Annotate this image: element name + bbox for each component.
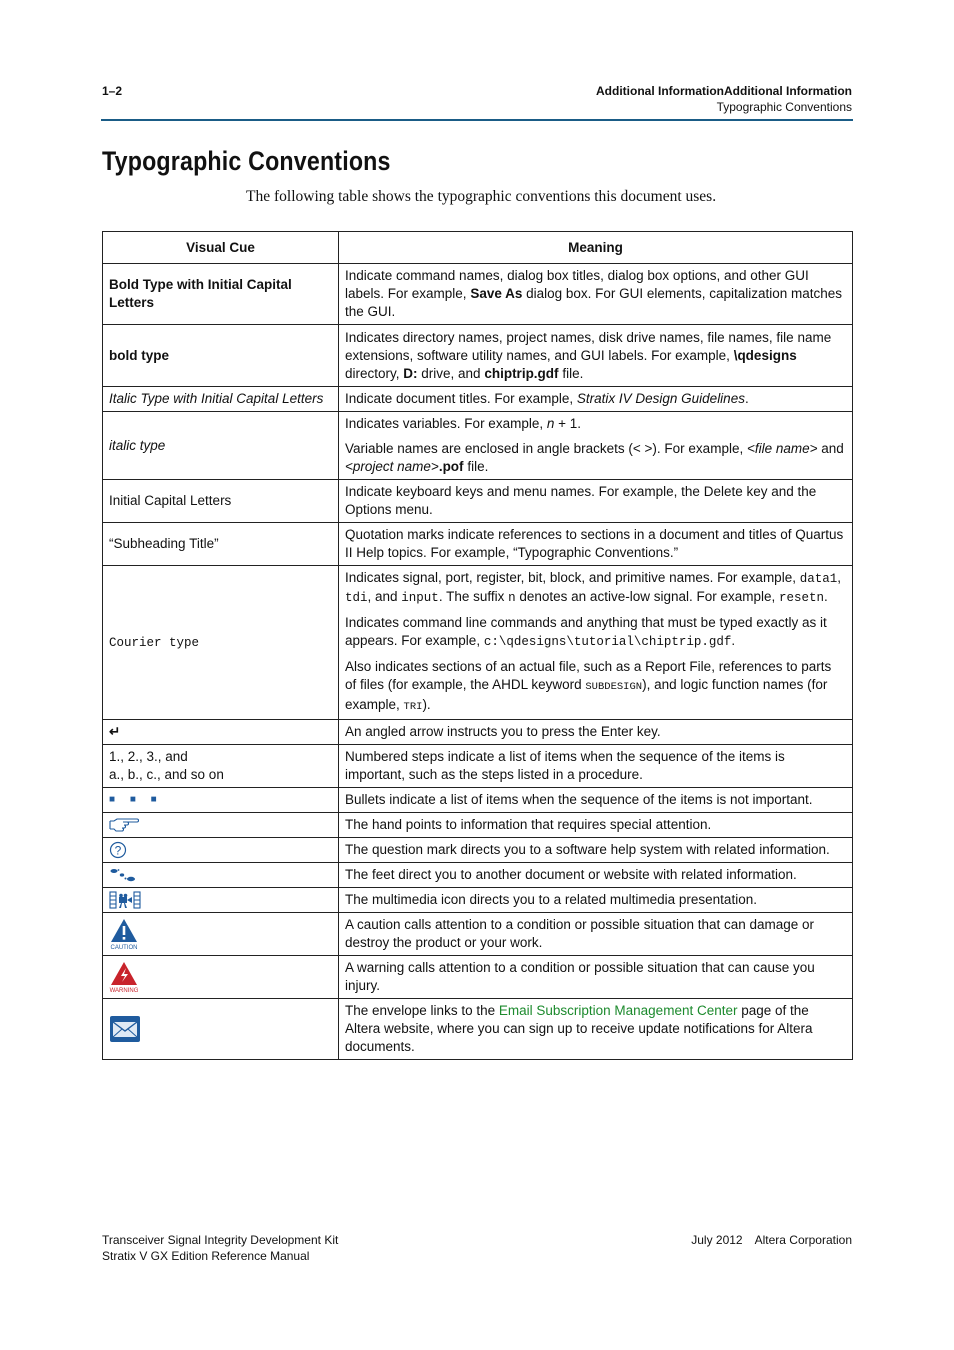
page-title: Typographic Conventions xyxy=(102,146,391,176)
column-header-visual-cue: Visual Cue xyxy=(103,232,339,264)
column-header-meaning: Meaning xyxy=(339,232,853,264)
table-row xyxy=(103,788,853,813)
footer-date: July 2012 xyxy=(691,1233,743,1247)
svg-text:WARNING: WARNING xyxy=(109,988,139,993)
cue-cell: Bold Type with Initial Capital Letters xyxy=(103,264,339,325)
caution-icon xyxy=(103,913,339,956)
meaning-cell: Indicates directory names, project names, disk drive names, file names, file name extensions, software utility names, and GUI labels. For example, \qdesigns directory, D: drive, and chiptrip.gdf file. xyxy=(339,325,853,387)
warning-icon xyxy=(103,956,339,999)
intro-paragraph: The following table shows the typographic conventions this document uses. xyxy=(246,188,717,205)
table-row xyxy=(103,387,853,412)
meaning-cell: Quotation marks indicate references to sections in a document and titles of Quartus II Help topics. For example, “Typographic Conventions.” xyxy=(339,523,853,566)
table-row xyxy=(103,720,853,745)
meaning-cell: Numbered steps indicate a list of items when the sequence of the items is important, such as the steps listed in a procedure. xyxy=(339,745,853,788)
meaning-cell: The multimedia icon directs you to a related multimedia presentation. xyxy=(339,888,853,913)
cue-cell: Courier type xyxy=(103,566,339,720)
email-subscription-link[interactable]: Email Subscription Management Center xyxy=(498,1003,738,1018)
table-row xyxy=(103,999,853,1060)
meaning-cell: Indicate keyboard keys and menu names. For example, the Delete key and the Options menu. xyxy=(339,480,853,523)
table-row xyxy=(103,863,853,888)
meaning-cell: A caution calls attention to a condition or possible situation that can damage or destroy the product or your work. xyxy=(339,913,853,956)
table-row xyxy=(103,745,853,788)
cue-cell: bold type xyxy=(103,325,339,387)
meaning-cell: Indicate document titles. For example, Stratix IV Design Guidelines. xyxy=(339,387,853,412)
table-row xyxy=(103,412,853,480)
meaning-cell: Bullets indicate a list of items when the sequence of the items is not important. xyxy=(339,788,853,813)
meaning-cell: Indicate command names, dialog box titles, dialog box options, and other GUI labels. For example, Save As dialog box. For GUI elements, capitalization matches the GUI. xyxy=(339,264,853,325)
footer-right xyxy=(691,1233,852,1247)
cue-cell: Italic Type with Initial Capital Letters xyxy=(103,387,339,412)
meaning-cell: The feet direct you to another document or website with related information. xyxy=(339,863,853,888)
meaning-cell: A warning calls attention to a condition or possible situation that can cause you injury. xyxy=(339,956,853,999)
footer-doc-subtitle: Stratix V GX Edition Reference Manual xyxy=(102,1249,310,1263)
meaning-cell: The envelope links to the Email Subscription Management Center page of the Altera website, where you can sign up to receive update notifications for Altera documents. xyxy=(339,999,853,1060)
table-row xyxy=(103,888,853,913)
meaning-cell: The question mark directs you to a software help system with related information. xyxy=(339,838,853,863)
page-number: 1–2 xyxy=(102,84,123,98)
table-row xyxy=(103,566,853,720)
running-header-section: Typographic Conventions xyxy=(716,100,852,114)
header-rule xyxy=(101,119,853,121)
footer-company: Altera Corporation xyxy=(754,1233,852,1247)
table-row xyxy=(103,838,853,863)
bullets-icon: ■ ■ ■ xyxy=(103,788,339,813)
cue-cell: italic type xyxy=(103,412,339,480)
pointing-hand-icon xyxy=(103,813,339,838)
cue-cell: Initial Capital Letters xyxy=(103,480,339,523)
svg-text:CAUTION: CAUTION xyxy=(110,945,138,950)
table-row xyxy=(103,480,853,523)
meaning-cell: The hand points to information that requires special attention. xyxy=(339,813,853,838)
table-row xyxy=(103,523,853,566)
feet-icon xyxy=(103,863,339,888)
table-row xyxy=(103,264,853,325)
table-row xyxy=(103,956,853,999)
table-row xyxy=(103,913,853,956)
meaning-cell: An angled arrow instructs you to press the Enter key. xyxy=(339,720,853,745)
table-header-row xyxy=(103,232,853,264)
conventions-table xyxy=(102,231,853,1060)
cue-cell: “Subheading Title” xyxy=(103,523,339,566)
svg-text:?: ? xyxy=(114,843,122,858)
meaning-cell: Indicates signal, port, register, bit, block, and primitive names. For example, data1, tdi, and input. The suffix n denotes an active-low signal. For example, resetn. Indicates command line commands and anything that must be typed exactly as it appears. For example, c:\qdesigns\tutorial\chiptrip.gdf. Also indicates sections of an actual file, such as a Report File, references to parts of files (for example, the AHDL keyword SUBDESIGN), and logic function names (for example, TRI). xyxy=(339,566,853,720)
meaning-cell: Indicates variables. For example, n + 1. Variable names are enclosed in angle brackets (< >). For example, <file name> and <project name>.pof file. xyxy=(339,412,853,480)
table-row xyxy=(103,325,853,387)
footer-doc-title: Transceiver Signal Integrity Development Kit xyxy=(102,1233,339,1247)
question-mark-icon xyxy=(103,838,339,863)
cue-cell: 1., 2., 3., and a., b., c., and so on xyxy=(103,745,339,788)
running-header-chapter: Additional InformationAdditional Information xyxy=(596,84,852,98)
envelope-icon xyxy=(103,999,339,1060)
multimedia-icon xyxy=(103,888,339,913)
enter-arrow-icon: ↵ xyxy=(103,720,339,745)
table-row xyxy=(103,813,853,838)
